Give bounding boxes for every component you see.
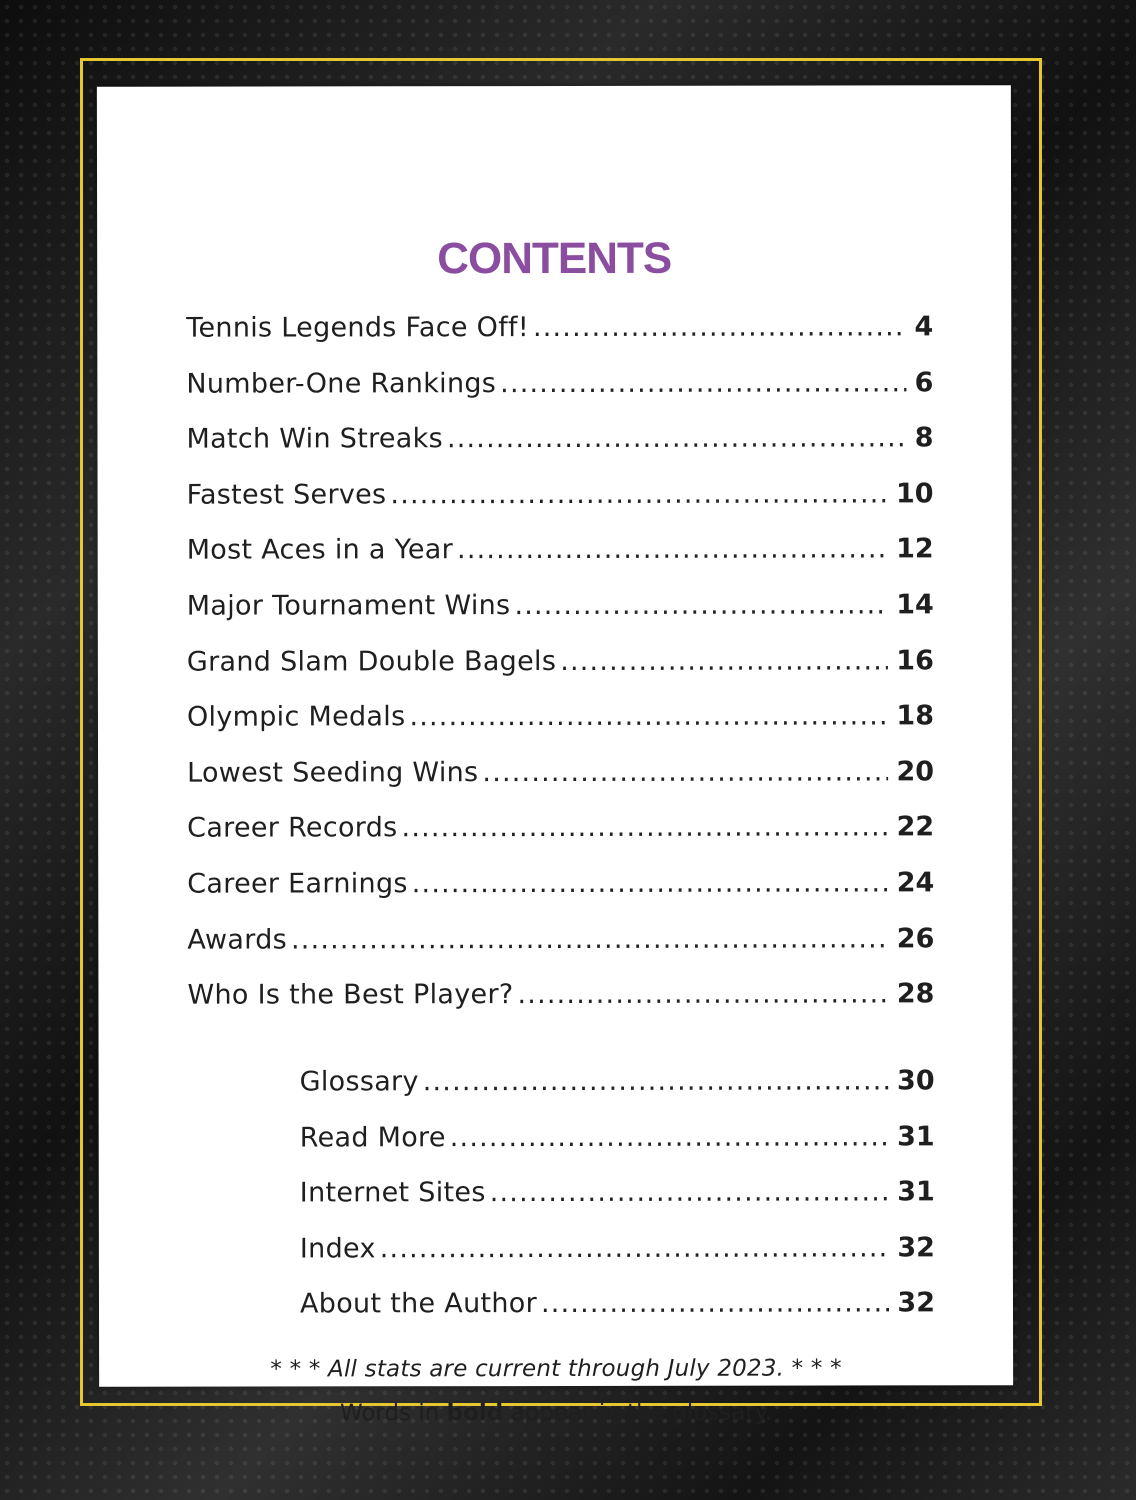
toc-entry[interactable]	[187, 589, 934, 646]
dot-leader	[423, 1065, 889, 1097]
toc-entry-page: 8	[914, 422, 934, 454]
toc-entry-label: Major Tournament Wins	[186, 590, 511, 622]
glossary-note-after: appear in the glossary.	[503, 1399, 773, 1427]
toc-entry-page: 4	[914, 311, 934, 343]
contents-page	[97, 85, 1013, 1427]
toc-entry-page: 14	[896, 589, 934, 621]
toc-entry-page: 31	[897, 1120, 935, 1152]
toc-entry-label: Olympic Medals	[186, 701, 406, 733]
toc-entry[interactable]	[186, 423, 933, 480]
toc-entry-label: Match Win Streaks	[186, 423, 443, 455]
stats-footnote: * * * All stats are current through July 2023. * * *	[270, 1355, 842, 1383]
toc-entry-page: 26	[896, 922, 935, 954]
glossary-note	[99, 1399, 1013, 1427]
dot-leader	[533, 311, 907, 343]
toc-entry[interactable]	[300, 1065, 935, 1122]
glossary-note-before: Words in	[339, 1400, 447, 1427]
toc-entry-label: Number-One Rankings	[186, 367, 497, 400]
chapter-list	[186, 311, 934, 1035]
toc-entry[interactable]	[186, 367, 933, 424]
back-matter-list	[300, 1065, 935, 1344]
toc-entry-label: About the Author	[299, 1288, 538, 1320]
toc-entry-label: Career Records	[187, 812, 398, 844]
dot-leader	[517, 979, 888, 1011]
toc-entry-label: Grand Slam Double Bagels	[186, 645, 557, 678]
toc-entry-page: 20	[896, 756, 935, 788]
dot-leader	[390, 478, 888, 510]
toc-entry[interactable]	[187, 978, 934, 1035]
toc-entry-page: 30	[896, 1065, 935, 1097]
toc-entry-label: Lowest Seeding Wins	[187, 756, 479, 789]
toc-entry-label: Most Aces in a Year	[186, 534, 454, 567]
toc-entry[interactable]	[187, 534, 934, 591]
dot-leader	[409, 701, 888, 733]
toc-entry[interactable]	[186, 311, 933, 368]
dot-leader	[500, 367, 906, 399]
toc-entry-label: Internet Sites	[299, 1177, 486, 1209]
toc-entry-label: Index	[299, 1233, 376, 1265]
toc-entry[interactable]	[187, 923, 934, 980]
toc-entry-page: 22	[896, 811, 935, 843]
dot-leader	[560, 645, 888, 677]
toc-entry-label: Tennis Legends Face Off!	[186, 312, 529, 344]
toc-entry-label: Glossary	[299, 1066, 419, 1098]
toc-entry[interactable]	[187, 756, 934, 813]
toc-entry[interactable]	[187, 645, 934, 702]
dot-leader	[482, 756, 888, 788]
dot-leader	[457, 534, 888, 566]
toc-entry-page: 18	[896, 700, 934, 732]
dot-leader	[447, 423, 907, 455]
dot-leader	[450, 1121, 889, 1153]
dot-leader	[412, 867, 889, 899]
toc-entry-page: 10	[895, 478, 934, 510]
toc-entry[interactable]	[300, 1288, 935, 1345]
toc-entry[interactable]	[187, 812, 934, 869]
toc-entry-page: 16	[896, 644, 934, 676]
toc-entry-page: 32	[897, 1232, 935, 1264]
toc-entry-label: Awards	[187, 923, 288, 956]
toc-entry-page: 32	[897, 1287, 936, 1319]
toc-entry[interactable]	[300, 1177, 935, 1234]
dot-leader	[380, 1232, 890, 1264]
toc-entry[interactable]	[187, 867, 934, 924]
page-title: CONTENTS	[437, 233, 672, 284]
toc-entry-label: Read More	[299, 1121, 446, 1154]
dot-leader	[291, 923, 889, 955]
toc-entry-label: Who Is the Best Player?	[187, 979, 514, 1011]
dot-leader	[541, 1288, 889, 1320]
dot-leader	[402, 812, 889, 844]
toc-entry-page: 28	[896, 978, 935, 1010]
toc-entry[interactable]	[300, 1121, 935, 1178]
toc-entry[interactable]	[300, 1232, 935, 1289]
dot-leader	[490, 1177, 890, 1209]
toc-entry-label: Fastest Serves	[186, 479, 387, 511]
glossary-note-bold: bold	[446, 1400, 504, 1427]
toc-entry-page: 6	[914, 366, 934, 398]
toc-entry-label: Career Earnings	[187, 868, 408, 900]
toc-entry-page: 12	[896, 533, 934, 565]
toc-entry[interactable]	[187, 700, 934, 757]
dot-leader	[514, 589, 888, 621]
toc-entry-page: 31	[897, 1176, 935, 1208]
toc-entry[interactable]	[187, 478, 934, 535]
toc-entry-page: 24	[896, 867, 935, 899]
